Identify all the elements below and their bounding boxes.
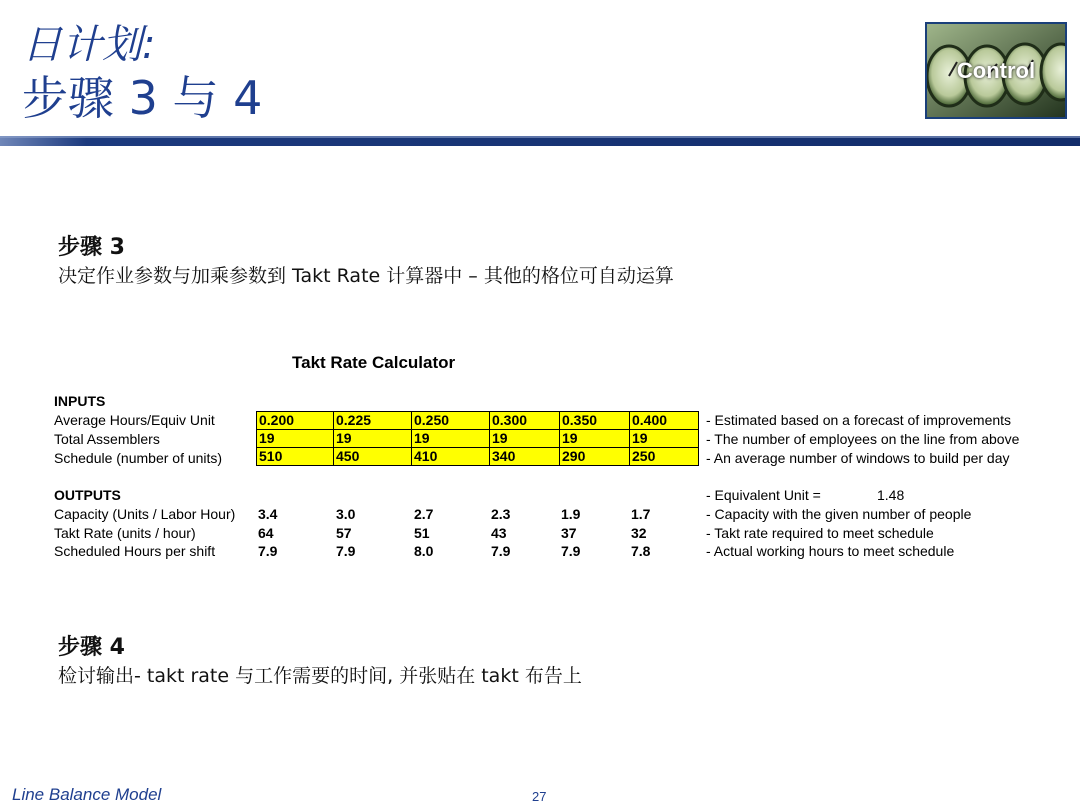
- output-cell: 1.9: [561, 506, 581, 522]
- footer-model-name: Line Balance Model: [12, 785, 162, 804]
- input-cell[interactable]: 410: [411, 447, 490, 466]
- outputs-label: OUTPUTS: [54, 487, 121, 503]
- input-note: - The number of employees on the line from above: [706, 431, 1020, 447]
- input-row-label: Average Hours/Equiv Unit: [54, 412, 215, 428]
- step3-description: 决定作业参数与加乘参数到 Takt Rate 计算器中 – 其他的格位可自动运算: [58, 265, 674, 287]
- output-cell: 7.9: [491, 543, 511, 559]
- output-cell: 37: [561, 525, 577, 541]
- page-title-line2: 步骤 3 与 4: [22, 71, 263, 125]
- output-cell: 2.7: [414, 506, 434, 522]
- input-cell[interactable]: 19: [256, 429, 334, 448]
- output-note: - Actual working hours to meet schedule: [706, 543, 955, 559]
- equivalent-unit-label: - Equivalent Unit =: [706, 487, 821, 503]
- equivalent-unit-value: 1.48: [877, 487, 905, 503]
- input-cell[interactable]: 450: [333, 447, 412, 466]
- input-cell[interactable]: 19: [333, 429, 412, 448]
- output-cell: 8.0: [414, 543, 434, 559]
- output-cell: 64: [258, 525, 274, 541]
- output-cell: 7.9: [258, 543, 278, 559]
- input-row-label: Schedule (number of units): [54, 450, 223, 466]
- inputs-label: INPUTS: [54, 393, 106, 409]
- input-cell[interactable]: 19: [411, 429, 490, 448]
- output-cell: 7.9: [561, 543, 581, 559]
- calculator-title: Takt Rate Calculator: [292, 353, 456, 372]
- input-cell[interactable]: 0.225: [333, 411, 412, 430]
- input-cell[interactable]: 340: [489, 447, 560, 466]
- input-row-label: Total Assemblers: [54, 431, 160, 447]
- input-cell[interactable]: 19: [629, 429, 699, 448]
- input-cell[interactable]: 0.400: [629, 411, 699, 430]
- input-cell[interactable]: 0.300: [489, 411, 560, 430]
- input-cell[interactable]: 250: [629, 447, 699, 466]
- output-cell: 51: [414, 525, 430, 541]
- output-cell: 3.0: [336, 506, 356, 522]
- input-cell[interactable]: 290: [559, 447, 630, 466]
- input-note: - Estimated based on a forecast of improvements: [706, 412, 1012, 428]
- step4-heading: 步骤 4: [58, 635, 125, 660]
- output-cell: 2.3: [491, 506, 511, 522]
- input-cell[interactable]: 19: [559, 429, 630, 448]
- output-note: - Capacity with the given number of people: [706, 506, 972, 522]
- output-note: - Takt rate required to meet schedule: [706, 525, 934, 541]
- input-cell[interactable]: 0.200: [256, 411, 334, 430]
- step4-description: 检讨输出- takt rate 与工作需要的时间, 并张贴在 takt 布告上: [58, 665, 582, 687]
- step3-heading: 步骤 3: [58, 235, 125, 260]
- input-note: - An average number of windows to build per day: [706, 450, 1010, 466]
- output-cell: 57: [336, 525, 352, 541]
- output-row-label: Capacity (Units / Labor Hour): [54, 506, 236, 522]
- output-cell: 7.9: [336, 543, 356, 559]
- control-label: Control: [956, 58, 1036, 83]
- output-cell: 43: [491, 525, 507, 541]
- input-cell[interactable]: 0.350: [559, 411, 630, 430]
- output-row-label: Takt Rate (units / hour): [54, 525, 196, 541]
- control-badge: [925, 22, 1067, 119]
- page-number: 27: [532, 789, 547, 804]
- output-row-label: Scheduled Hours per shift: [54, 543, 216, 559]
- output-cell: 7.8: [631, 543, 651, 559]
- header-divider-bar: [0, 136, 1080, 146]
- output-cell: 32: [631, 525, 647, 541]
- output-cell: 3.4: [258, 506, 278, 522]
- input-cell[interactable]: 0.250: [411, 411, 490, 430]
- output-cell: 1.7: [631, 506, 651, 522]
- page-title-line1: 日计划:: [22, 22, 156, 68]
- input-cell[interactable]: 19: [489, 429, 560, 448]
- input-cell[interactable]: 510: [256, 447, 334, 466]
